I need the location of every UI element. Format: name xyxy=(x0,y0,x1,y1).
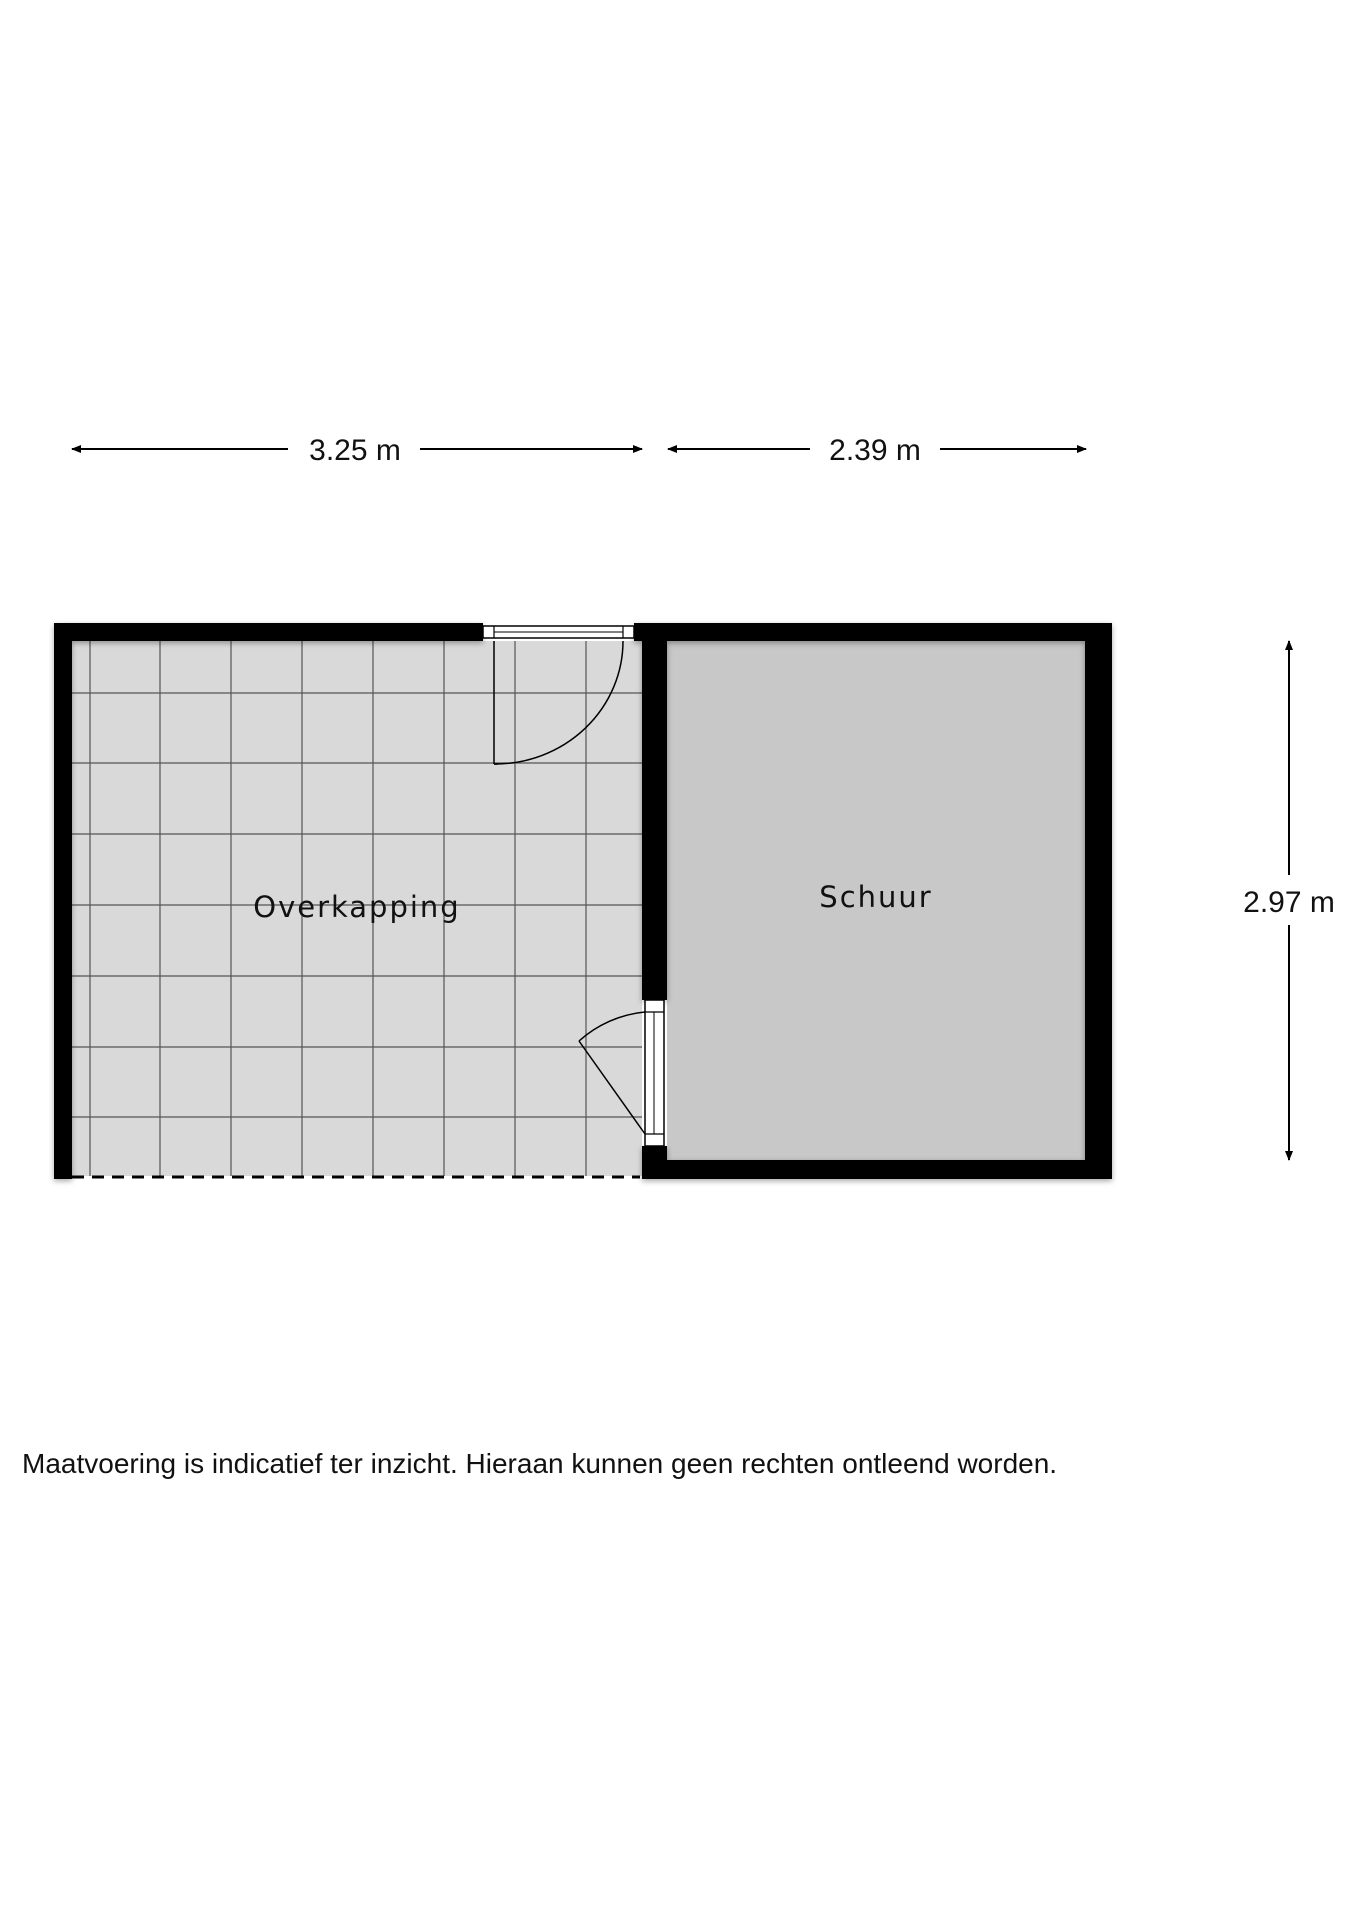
dimension-schuur-width xyxy=(668,434,1086,467)
disclaimer-text: Maatvoering is indicatief ter inzicht. Hieraan kunnen geen rechten ontleend worden. xyxy=(22,1448,1058,1479)
dimension-depth xyxy=(1243,641,1335,1160)
room-label-overkapping: Overkapping xyxy=(253,890,461,924)
dimension-overkapping-width xyxy=(72,434,642,467)
dimension-label-schuur-width: 2.39 m xyxy=(829,434,921,467)
dimension-label-overkapping-width: 3.25 m xyxy=(309,434,401,467)
dimension-label-depth: 2.97 m xyxy=(1243,886,1335,919)
room-label-schuur: Schuur xyxy=(819,880,933,914)
